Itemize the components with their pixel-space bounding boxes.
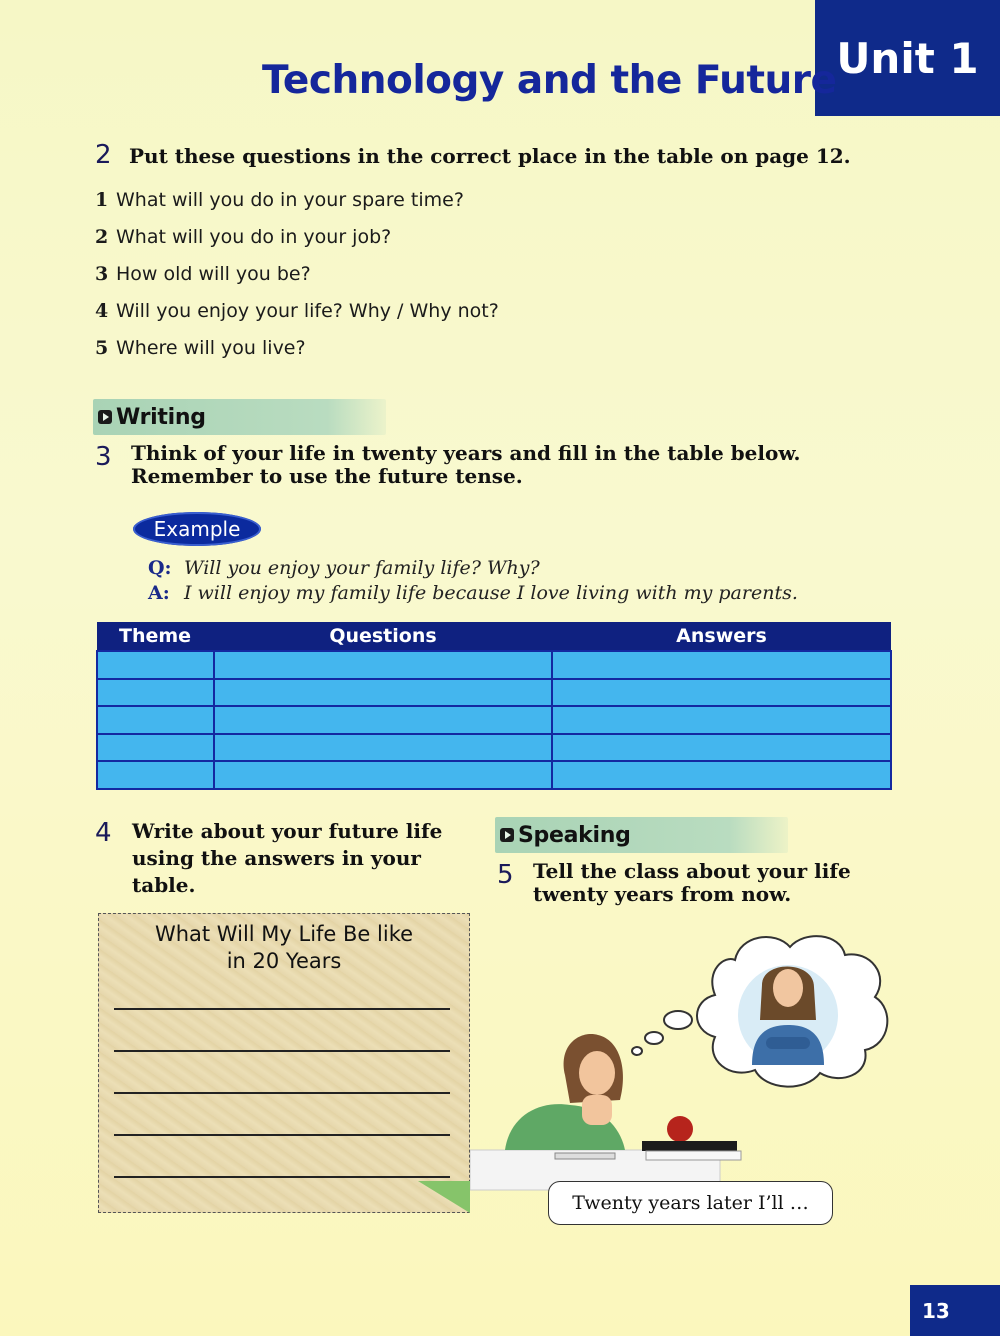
exercise-instruction-line: Remember to use the future tense. xyxy=(131,464,523,488)
list-item: 4 Will you enjoy your life? Why / Why not? xyxy=(95,299,499,322)
card-title-line: What Will My Life Be like xyxy=(154,922,414,946)
list-item: 5 Where will you live? xyxy=(95,336,306,359)
table-cell[interactable] xyxy=(97,706,214,734)
table-cell[interactable] xyxy=(97,651,214,679)
column-header-questions: Questions xyxy=(214,622,552,651)
exercise-number: 4 xyxy=(95,818,112,848)
table-cell[interactable] xyxy=(214,651,552,679)
example-question xyxy=(148,557,540,579)
unit-tab xyxy=(815,0,1000,116)
section-label: Writing xyxy=(116,404,206,430)
answer-table xyxy=(96,622,892,790)
answer-tag: A: xyxy=(148,582,170,604)
question-list xyxy=(95,182,499,366)
speech-bubble: Twenty years later I’ll … xyxy=(548,1181,833,1225)
speaking-section-header xyxy=(495,817,788,853)
page-fold-corner xyxy=(418,1181,470,1213)
exercise-number: 3 xyxy=(95,442,112,472)
adult-woman-icon xyxy=(738,965,838,1065)
exercise-instruction-line: twenty years from now. xyxy=(533,882,792,906)
column-header-theme: Theme xyxy=(97,622,214,651)
writing-line[interactable] xyxy=(114,1134,450,1136)
exercise-instruction-line: table. xyxy=(132,873,196,897)
table-cell[interactable] xyxy=(552,706,891,734)
table-row xyxy=(97,761,891,789)
exercise-instruction-line: Think of your life in twenty years and fill in the table below. xyxy=(131,441,801,465)
table-row xyxy=(97,651,891,679)
table-cell[interactable] xyxy=(97,679,214,707)
section-label: Speaking xyxy=(518,822,631,848)
table-header-row xyxy=(97,622,891,651)
table-cell[interactable] xyxy=(214,679,552,707)
table-cell[interactable] xyxy=(214,706,552,734)
table-cell[interactable] xyxy=(214,761,552,789)
exercise-instruction-line: using the answers in your xyxy=(132,846,421,870)
table-cell[interactable] xyxy=(552,651,891,679)
exercise-2-heading xyxy=(95,140,851,170)
play-icon xyxy=(500,828,514,842)
table-cell[interactable] xyxy=(552,734,891,762)
table-row xyxy=(97,706,891,734)
girl-at-desk-icon xyxy=(470,1034,741,1190)
unit-label: Unit 1 xyxy=(836,33,979,83)
writing-section-header xyxy=(93,399,386,435)
writing-line[interactable] xyxy=(114,1176,450,1178)
exercise-4-heading xyxy=(95,818,442,899)
question-text: Will you enjoy your family life? Why? xyxy=(184,557,540,579)
page-number: 13 xyxy=(910,1285,1000,1336)
table-cell[interactable] xyxy=(552,679,891,707)
page-title: Technology and the Future xyxy=(262,58,837,103)
example-answer xyxy=(148,582,798,604)
writing-line[interactable] xyxy=(114,1092,450,1094)
illustration xyxy=(470,925,900,1205)
list-item: 3 How old will you be? xyxy=(95,262,311,285)
column-header-answers: Answers xyxy=(552,622,891,651)
table-row xyxy=(97,679,891,707)
table-cell[interactable] xyxy=(97,734,214,762)
exercise-instruction-line: Tell the class about your life xyxy=(533,859,851,883)
exercise-instruction: Put these questions in the correct place in the table on page 12. xyxy=(129,144,851,168)
example-badge: Example xyxy=(133,512,261,546)
exercise-number: 2 xyxy=(95,140,112,170)
question-tag: Q: xyxy=(148,557,172,579)
exercise-5-heading xyxy=(497,860,851,906)
table-row xyxy=(97,734,891,762)
table-cell[interactable] xyxy=(552,761,891,789)
exercise-number: 5 xyxy=(497,860,514,890)
writing-line[interactable] xyxy=(114,1008,450,1010)
list-item: 1 What will you do in your spare time? xyxy=(95,189,464,212)
exercise-instruction-line: Write about your future life xyxy=(132,819,443,843)
writing-card-title xyxy=(98,921,470,975)
list-item: 2 What will you do in your job? xyxy=(95,226,392,249)
exercise-3-heading xyxy=(95,442,800,488)
card-title-line: in 20 Years xyxy=(226,949,342,973)
table-cell[interactable] xyxy=(214,734,552,762)
table-cell[interactable] xyxy=(97,761,214,789)
writing-line[interactable] xyxy=(114,1050,450,1052)
answer-text: I will enjoy my family life because I love living with my parents. xyxy=(184,582,798,604)
play-icon xyxy=(98,410,112,424)
